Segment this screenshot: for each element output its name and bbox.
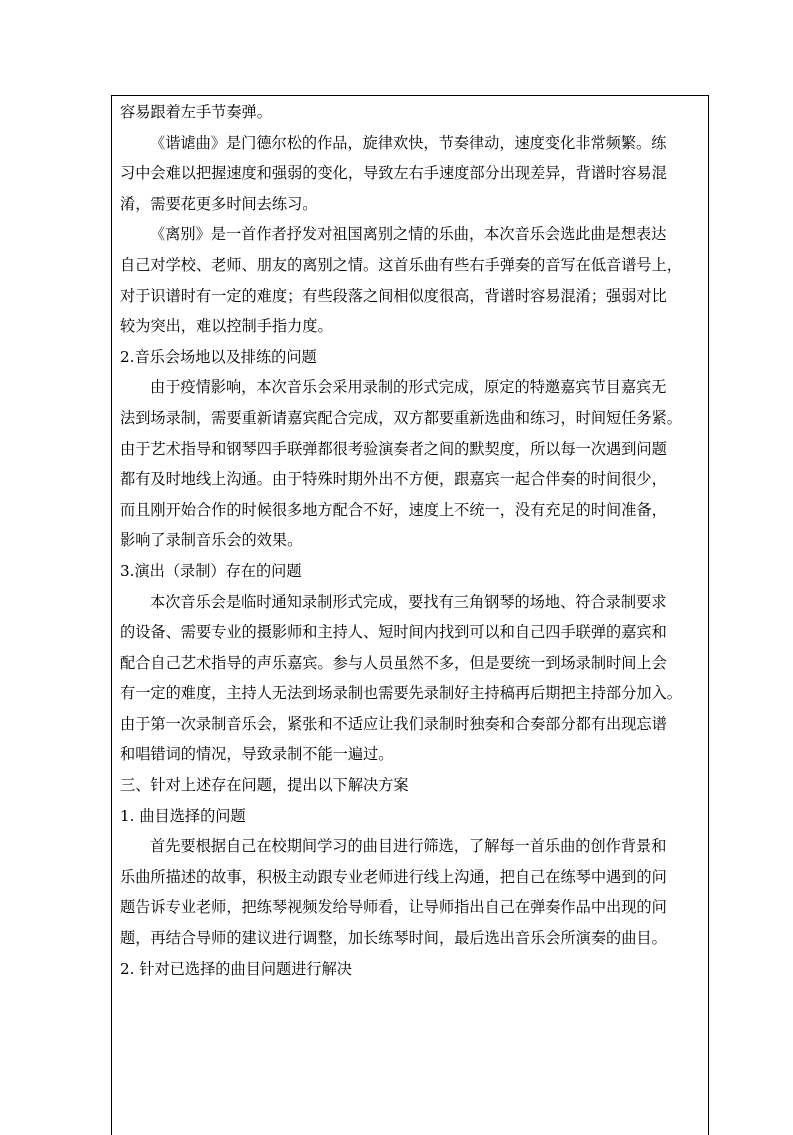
text-line: 由于第一次录制音乐会，紧张和不适应让我们录制时独奏和合奏部分都有出现忘谱 — [120, 714, 667, 733]
text-line: 和唱错词的情况，导致录制不能一遍过。 — [120, 745, 394, 764]
text-line: 乐曲所描述的故事，积极主动跟专业老师进行线上沟通，把自己在练琴中遇到的问 — [120, 867, 667, 886]
section-heading: 3.演出（录制）存在的问题 — [120, 561, 302, 580]
text-line: 容易跟着左手节奏弹。 — [120, 103, 272, 121]
text-line: 淆，需要花更多时间去练习。 — [120, 194, 318, 213]
text-line: 首先要根据自己在校期间学习的曲目进行筛选，了解每一首乐曲的创作背景和 — [150, 837, 667, 856]
text-line: 而且刚开始合作的时候很多地方配合不好，速度上不统一，没有充足的时间准备， — [120, 500, 667, 519]
text-line: 题，再结合导师的建议进行调整，加长练琴时间，最后选出音乐会所演奏的曲目。 — [120, 929, 667, 948]
text-line: 本次音乐会是临时通知录制形式完成，要找有三角钢琴的场地、符合录制要求 — [150, 592, 667, 611]
document-body — [120, 97, 706, 984]
text-line: 配合自己艺术指导的声乐嘉宾。参与人员虽然不多，但是要统一到场录制时间上会 — [120, 653, 667, 672]
text-line: 对于识谱时有一定的难度；有些段落之间相似度很高，背谱时容易混淆；强弱对比 — [120, 286, 667, 305]
text-line: 由于艺术指导和钢琴四手联弹都很考验演奏者之间的默契度，所以每一次遇到问题 — [120, 439, 667, 458]
text-line: 自己对学校、老师、朋友的离别之情。这首乐曲有些右手弹奏的音写在低音谱号上， — [120, 255, 682, 274]
text-line: 法到场录制，需要重新请嘉宾配合完成，双方都要重新选曲和练习，时间短任务紧。 — [120, 408, 682, 427]
text-line: 题告诉专业老师，把练琴视频发给导师看，让导师指出自己在弹奏作品中出现的问 — [120, 898, 667, 917]
text-line: 有一定的难度，主持人无法到场录制也需要先录制好主持稿再后期把主持部分加入。 — [120, 684, 682, 703]
text-line: 都有及时地线上沟通。由于特殊时期外出不方便，跟嘉宾一起合伴奏的时间很少， — [120, 470, 667, 489]
section-heading: 2.音乐会场地以及排练的问题 — [120, 347, 317, 366]
text-line: 由于疫情影响，本次音乐会采用录制的形式完成，原定的特邀嘉宾节目嘉宾无 — [150, 378, 667, 397]
section-heading: 1. 曲目选择的问题 — [120, 806, 246, 825]
section-heading: 2. 针对已选择的曲目问题进行解决 — [120, 959, 352, 978]
text-line: 习中会难以把握速度和强弱的变化，导致左右手速度部分出现差异，背谱时容易混 — [120, 164, 667, 183]
section-heading: 三、针对上述存在问题，提出以下解决方案 — [120, 776, 409, 795]
text-line: 影响了录制音乐会的效果。 — [120, 531, 303, 550]
text-line: 《离别》是一首作者抒发对祖国离别之情的乐曲，本次音乐会选此曲是想表达 — [150, 225, 667, 244]
text-line: 的设备、需要专业的摄影师和主持人、短时间内找到可以和自己四手联弹的嘉宾和 — [120, 623, 667, 642]
text-line: 《谐谑曲》是门德尔松的作品，旋律欢快，节奏律动，速度变化非常频繁。练 — [150, 133, 667, 152]
text-line: 较为突出，难以控制手指力度。 — [120, 317, 333, 336]
